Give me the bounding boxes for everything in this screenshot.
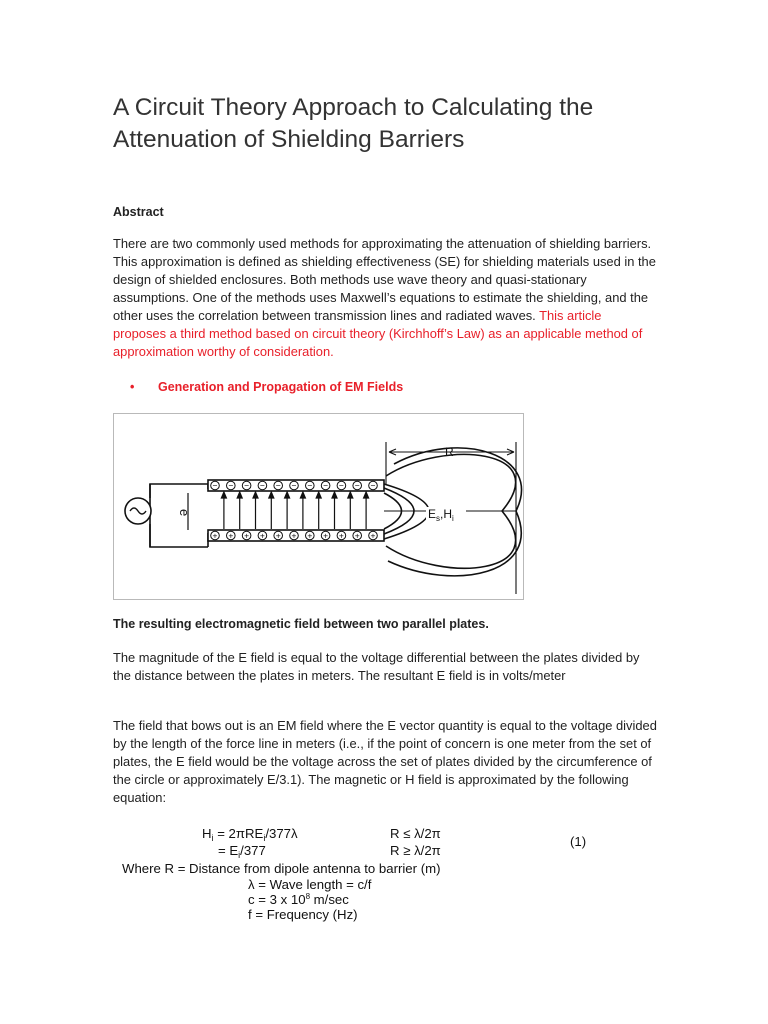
- plate-charge-positive: +: [291, 530, 297, 541]
- plate-charge-negative: −: [212, 480, 218, 491]
- equation-condition-2: R ≥ λ/2π: [390, 843, 441, 858]
- field-arrow-head: [221, 492, 226, 498]
- plate-charge-positive: +: [212, 530, 218, 541]
- equation-line-4: λ = Wave length = c/f: [248, 877, 372, 892]
- radiated-field-arc: [394, 448, 521, 511]
- plate-charge-negative: −: [228, 480, 234, 491]
- figure-diagram: [113, 413, 524, 600]
- plate-charge-positive: +: [307, 530, 313, 541]
- equation-line-5: c = 3 x $10^8$ m/sec: [248, 892, 349, 907]
- plate-charge-negative: −: [259, 480, 265, 491]
- field-arrow-head: [364, 492, 369, 498]
- abstract-highlight: This article proposes a third method based on circuit theory (Kirchhoff’s Law) as an applicable method of approximation worthy of consideration.: [113, 308, 643, 359]
- equation-image: [118, 822, 608, 922]
- page-title: A Circuit Theory Approach to Calculating the Attenuation of Shielding Barriers: [113, 94, 594, 153]
- parallel-plates-diagram: [114, 414, 523, 599]
- plate-charge-negative: −: [291, 480, 297, 491]
- label-field-h-sub: i: [452, 514, 454, 523]
- plate-charge-negative: −: [275, 480, 281, 491]
- field-arrow-head: [348, 492, 353, 498]
- label-r: R: [445, 445, 454, 459]
- plate-charge-negative: −: [244, 480, 250, 491]
- bullet-icon: •: [130, 380, 135, 394]
- field-arrow-head: [332, 492, 337, 498]
- equation-block: [118, 822, 608, 922]
- field-arrow-head: [269, 492, 274, 498]
- plate-charge-positive: +: [323, 530, 329, 541]
- svg-text:Es,Hi: $E_s,H_i$: [428, 507, 454, 523]
- section-heading-row: [130, 380, 403, 394]
- plate-charge-negative: −: [338, 480, 344, 491]
- field-arrow-head: [316, 492, 321, 498]
- paragraph-em-field: The field that bows out is an EM field where the E vector quantity is equal to the voltage divided by the length of the force line in meters (i.e., if the point of concern is one meter from the set of plates, the E field would be the voltage across the set of plates divided by the circumference of the circle or approximately E/3.1). The magnetic or H field is approximated by the following equation:: [113, 718, 657, 805]
- plate-charge-positive: +: [354, 530, 360, 541]
- field-arrow-head: [285, 492, 290, 498]
- figure-caption: The resulting electromagnetic field between two parallel plates.: [113, 617, 489, 631]
- equation-line-6: f = Frequency (Hz): [248, 907, 358, 922]
- plate-charge-positive: +: [338, 530, 344, 541]
- abstract-heading: Abstract: [113, 205, 164, 219]
- equation-number: (1): [570, 834, 587, 849]
- equation-line-3: Where R = Distance from dipole antenna to barrier (m): [122, 861, 441, 876]
- equation-condition-1: R ≤ λ/2π: [390, 826, 441, 841]
- field-arrow-head: [237, 492, 242, 498]
- section-heading: Generation and Propagation of EM Fields: [158, 380, 404, 394]
- field-arrow-head: [253, 492, 258, 498]
- abstract-text: There are two commonly used methods for approximating the attenuation of shielding barriers. This approximation is defined as shielding effectiveness (SE) for shielding materials used in the design of shielded enclosures. Both methods use wave theory and quasi-stationary assumptions. One of the methods uses Maxwell’s equations to estimate the shielding, and the other uses the correlation between transmission lines and radiated waves.: [113, 236, 656, 323]
- plate-charge-positive: +: [370, 530, 376, 541]
- plate-charge-negative: −: [354, 480, 360, 491]
- label-field-e-sub: s: [436, 514, 441, 523]
- label-field-e: E: [428, 507, 437, 521]
- label-field-h: H: [443, 507, 453, 521]
- plate-charge-positive: +: [275, 530, 281, 541]
- plate-charge-negative: −: [323, 480, 329, 491]
- equation-line-1: $H_i = 2\pi RE_i/377\lambda$: [202, 826, 298, 843]
- label-e: e: [177, 509, 192, 517]
- plate-charge-negative: −: [370, 480, 376, 491]
- plate-charge-negative: −: [307, 480, 313, 491]
- plate-charge-positive: +: [259, 530, 265, 541]
- equation-line-2: = $E_i/377$: [218, 843, 266, 860]
- abstract-paragraph: [113, 235, 658, 361]
- plate-charge-positive: +: [228, 530, 234, 541]
- field-arrow-head: [300, 492, 305, 498]
- label-field: [426, 507, 466, 523]
- paragraph-e-field: The magnitude of the E field is equal to the voltage differential between the plates divided by the distance between the plates in meters. The resultant E field is in volts/meter: [113, 650, 640, 683]
- plate-charge-positive: +: [244, 530, 250, 541]
